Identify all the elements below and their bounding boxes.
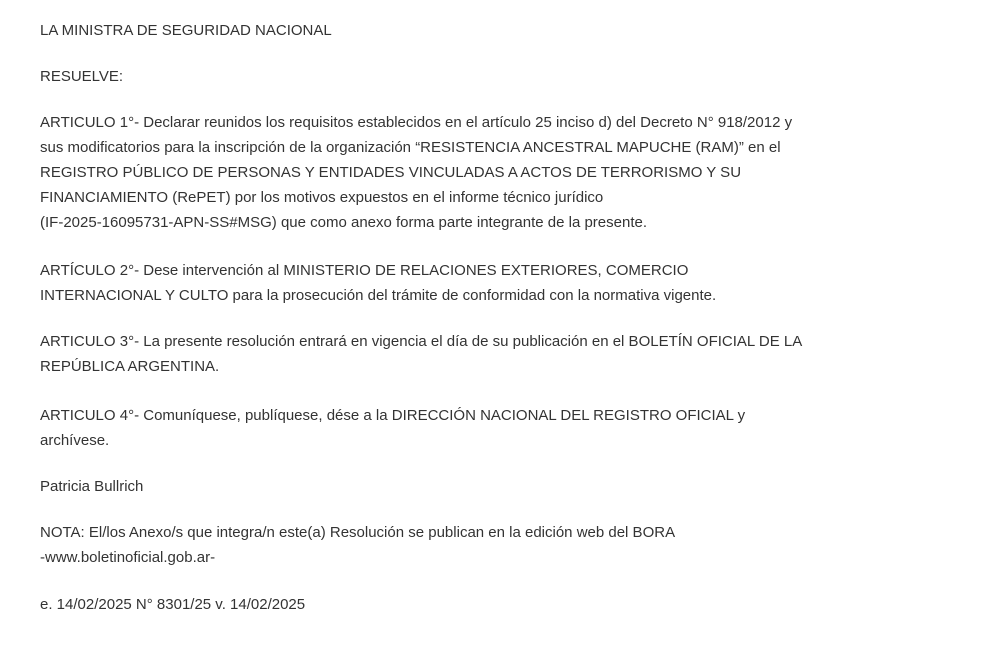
document-heading: LA MINISTRA DE SEGURIDAD NACIONAL [40, 22, 332, 39]
article-1-line: ARTICULO 1°- Declarar reunidos los requisitos establecidos en el artículo 25 inciso d) del Decreto N° 918/2012 y [40, 114, 793, 131]
publication-line: e. 14/02/2025 N° 8301/25 v. 14/02/2025 [40, 596, 306, 613]
signature: Patricia Bullrich [40, 478, 144, 495]
article-3 [40, 329, 802, 379]
article-4-line: archívese. [40, 432, 110, 449]
article-1-line: (IF-2025-16095731-APN-SS#MSG) que como anexo forma parte integrante de la presente. [40, 214, 648, 231]
article-1-line: REGISTRO PÚBLICO DE PERSONAS Y ENTIDADES VINCULADAS A ACTOS DE TERRORISMO Y SU [40, 164, 742, 181]
article-3-line: REPÚBLICA ARGENTINA. [40, 358, 220, 375]
nota-line: NOTA: El/los Anexo/s que integra/n este(a) Resolución se publican en la edición web del BORA [40, 524, 676, 541]
resuelve-label: RESUELVE: [40, 68, 124, 85]
article-4-line: ARTICULO 4°- Comuníquese, publíquese, dése a la DIRECCIÓN NACIONAL DEL REGISTRO OFICIAL y [40, 407, 746, 424]
nota-line: -www.boletinoficial.gob.ar- [40, 549, 216, 566]
article-4 [40, 403, 745, 453]
article-2 [40, 258, 716, 308]
article-1-line: sus modificatorios para la inscripción de la organización “RESISTENCIA ANCESTRAL MAPUCHE (RAM)” en el [40, 139, 781, 156]
article-3-line: ARTICULO 3°- La presente resolución entrará en vigencia el día de su publicación en el BOLETÍN OFICIAL DE LA [40, 333, 803, 350]
article-2-line: ARTÍCULO 2°- Dese intervención al MINISTERIO DE RELACIONES EXTERIORES, COMERCIO [40, 262, 689, 279]
article-1-line: FINANCIAMIENTO (RePET) por los motivos expuestos en el informe técnico jurídico [40, 189, 604, 206]
article-1 [40, 110, 792, 235]
article-2-line: INTERNACIONAL Y CULTO para la prosecución del trámite de conformidad con la normativa vigente. [40, 287, 717, 304]
nota [40, 520, 675, 570]
